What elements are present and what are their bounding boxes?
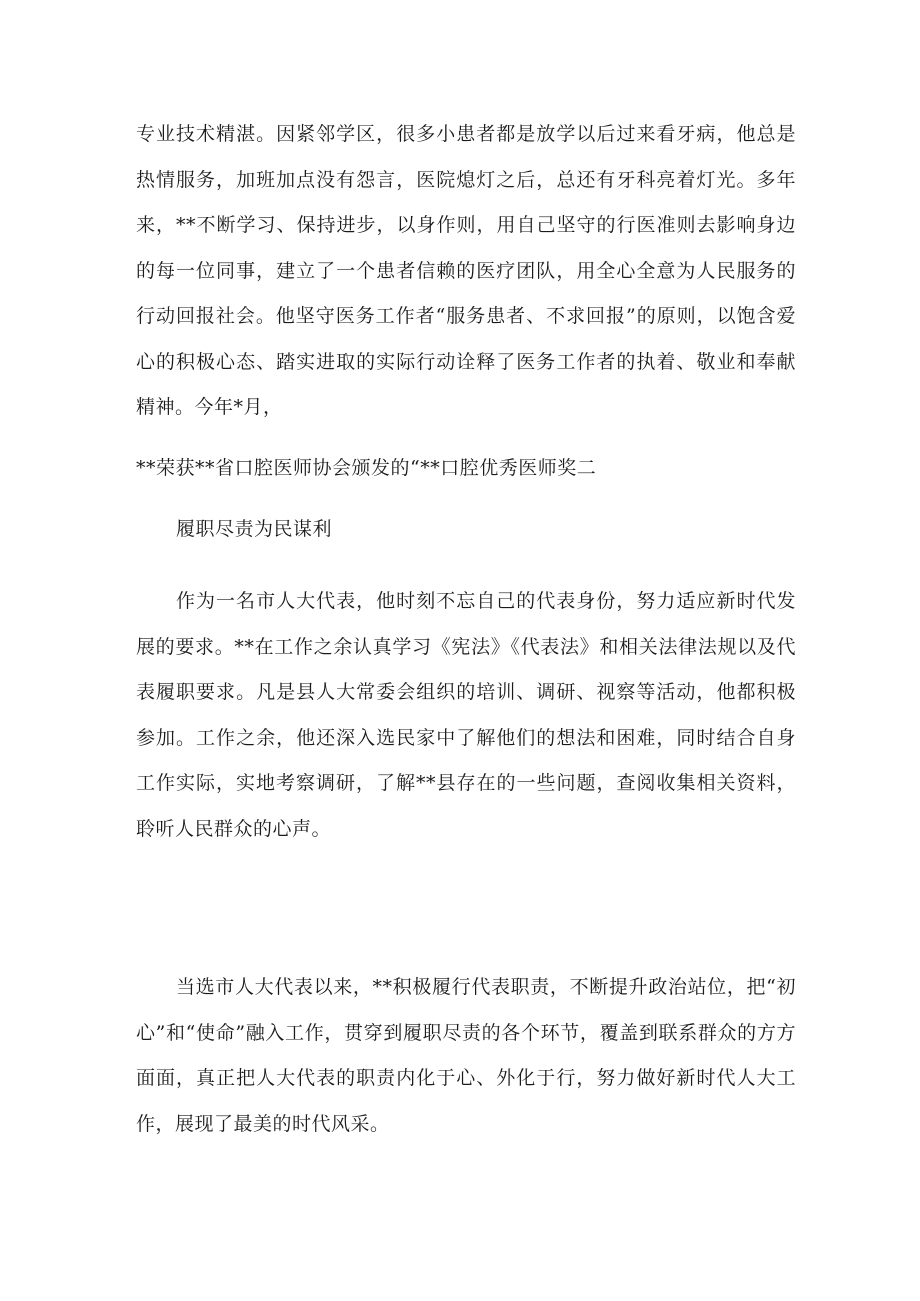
paragraph-since-elected: 当选市人大代表以来，**积极履行代表职责，不断提升政治站位，把“初心”和“使命”融入工作，贯穿到履职尽责的各个环节，覆盖到联系群众的方方面面，真正把人大代表的职责内化于心、外化于行，努力做好新时代人大工作，展现了最美的时代风采。 xyxy=(136,976,796,1135)
paragraph-award: **荣获**省口腔医师协会颁发的“**口腔优秀医师奖二 xyxy=(136,457,597,479)
paragraph-doctor-service: 专业技术精湛。因紧邻学区，很多小患者都是放学以后过来看牙病，他总是热情服务，加班加点没有怨言，医院熄灯之后，总还有牙科亮着灯光。多年来，**不断学习、保持进步，以身作则，用自己坚守的行医准则去影响身边的每一位同事，建立了一个患者信赖的医疗团队，用全心全意为人民服务的行动回报社会。他坚守医务工作者“服务患者、不求回报”的原则，以饱含爱心的积极心态、踏实进取的实际行动诠释了医务工作者的执着、敬业和奉献精神。今年*月， xyxy=(136,123,796,418)
section-heading: 履职尽责为民谋利 xyxy=(176,518,333,540)
paragraph-representative-duties: 作为一名市人大代表，他时刻不忘自己的代表身份，努力适应新时代发展的要求。**在工作之余认真学习《宪法》《代表法》和相关法律法规以及代表履职要求。凡是县人大常委会组织的培训、调研、视察等活动，他都积极参加。工作之余，他还深入选民家中了解他们的想法和困难，同时结合自身工作实际，实地考察调研，了解**县存在的一些问题，查阅收集相关资料，聆听人民群众的心声。 xyxy=(136,590,796,840)
